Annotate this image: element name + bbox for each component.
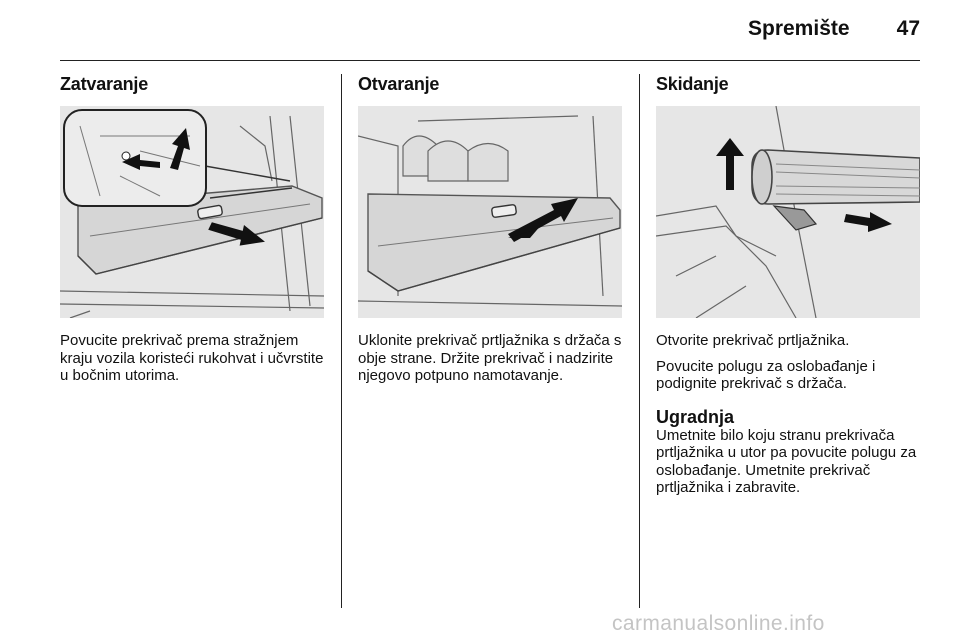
opening-cover-drawing [358, 106, 622, 318]
watermark-text: carmanualsonline.info [612, 612, 825, 635]
page-header-title: Spremište [748, 17, 850, 40]
section-removing-text [656, 332, 924, 505]
section-heading-closing: Zatvaranje [60, 74, 149, 94]
page-number: 47 [896, 17, 920, 40]
section-closing-text [60, 332, 328, 393]
removing-cover-drawing [656, 106, 920, 318]
closing-cover-drawing [60, 106, 324, 318]
header-divider [60, 60, 920, 61]
section-heading-installing: Ugradnja [656, 406, 735, 427]
section-opening [358, 74, 622, 95]
opening-paragraph: Uklonite prekrivač prtljažnika s držača s obje strane. Držite prekrivač i nadzirite njegovo potpuno namotavanje. [358, 332, 622, 384]
column-divider-2 [639, 74, 640, 608]
illustration-removing-cover [656, 106, 920, 318]
illustration-closing-cover [60, 106, 324, 318]
section-opening-text [358, 332, 626, 393]
removing-paragraph-2: Povucite polugu za oslobađanje i podignite prekrivač s držača. [656, 357, 876, 392]
illustration-opening-cover [358, 106, 622, 318]
section-removing [656, 74, 920, 95]
closing-paragraph: Povucite prekrivač prema stražnjem kraju vozila koristeći rukohvat i učvrstite u bočnim utorima. [60, 332, 324, 384]
section-closing [60, 74, 324, 95]
section-heading-opening: Otvaranje [358, 74, 440, 94]
section-heading-removing: Skidanje [656, 74, 729, 94]
removing-paragraph-1: Otvorite prekrivač prtljažnika. [656, 332, 850, 349]
column-divider-1 [341, 74, 342, 608]
installing-paragraph: Umetnite bilo koju stranu prekrivača prtljažnika u utor pa povucite polugu za oslobađanje. Umetnite prekrivač prtljažnika i zabravite. [656, 426, 917, 496]
